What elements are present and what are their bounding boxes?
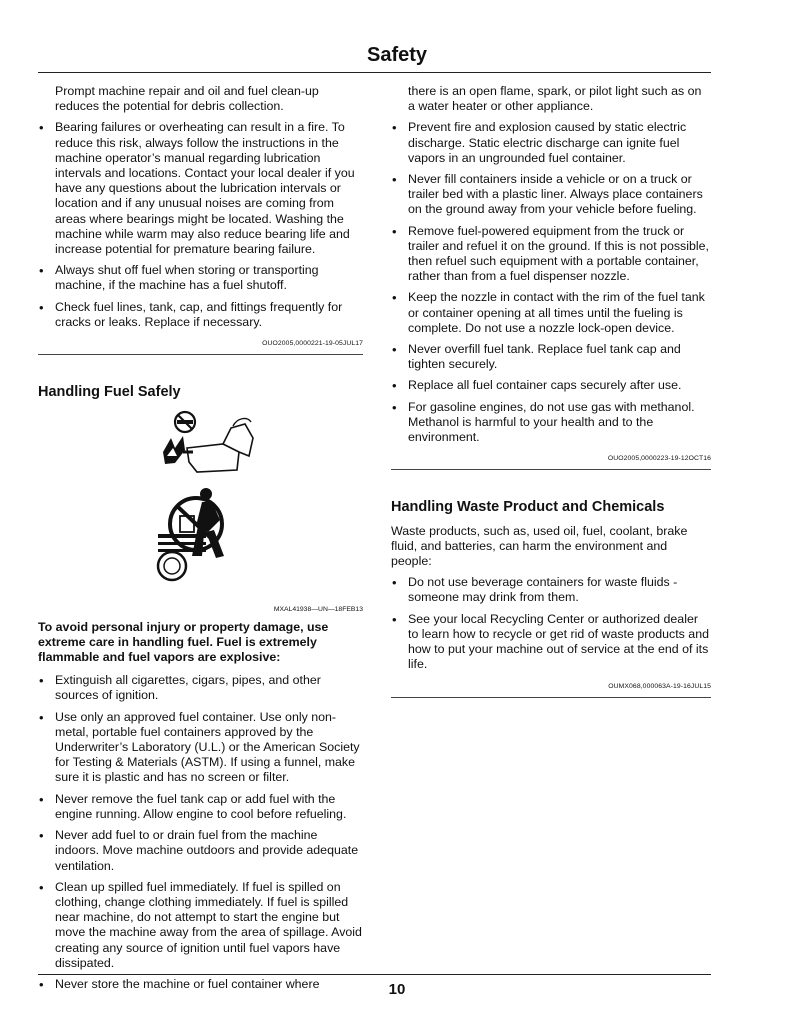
list-item: • Bearing failures or overheating can result in a fire. To reduce this risk, always follow the instructions in the machine operator’s manual regarding lubrication intervals and locations. Contact your local dealer if you have any questions about the lubrication intervals or location and if any unusual noises are coming from areas where bearings might be located. Washing the machine while warm may also reduce bearing life and increase potential for premature bearing failure. <box>39 120 355 257</box>
list-item: • Extinguish all cigarettes, cigars, pipes, and other sources of ignition. <box>39 673 321 703</box>
reference-code: OUO2005,0000223-19-12OCT16 <box>607 455 711 463</box>
list-item: • See your local Recycling Center or authorized dealer to learn how to recycle or get rid of waste products and how to put your machine out of service at the end of its life. <box>392 611 709 672</box>
fuel-safety-figure <box>38 408 363 598</box>
list-item: • Check fuel lines, tank, cap, and fittings frequently for cracks or leaks. Replace if necessary. <box>39 299 343 329</box>
right-bullet-list <box>391 120 711 445</box>
list-item: • Never add fuel to or drain fuel from the machine indoors. Move machine outdoors and provide adequate ventilation. <box>39 828 359 873</box>
list-item: • Never overfill fuel tank. Replace fuel tank cap and tighten securely. <box>392 342 681 372</box>
no-refueling-in-truck-illustration <box>146 486 246 586</box>
fuel-bullet-list <box>38 673 363 992</box>
left-bullet-list <box>38 120 363 330</box>
list-item: • Always shut off fuel when storing or transporting machine, if the machine has a fuel shutoff. <box>39 263 319 293</box>
list-item: • Keep the nozzle in contact with the rim of the fuel tank or container opening at all times until the fueling is complete. Do not use a nozzle lock-open device. <box>392 290 705 335</box>
list-item: • Never remove the fuel tank cap or add fuel with the engine running. Allow engine to cool before refueling. <box>39 791 347 821</box>
list-item: • Never fill containers inside a vehicle or on a truck or trailer bed with a plastic liner. Always place containers on the ground away from your vehicle before fueling. <box>392 172 703 217</box>
list-item: • Remove fuel-powered equipment from the truck or trailer and refuel it on the ground. If this is not possible, then refuel such equipment with a portable container, rather than from a fuel dispenser nozzle. <box>392 223 709 284</box>
waste-bullet-list <box>391 575 711 672</box>
list-item: • Replace all fuel container caps securely after use. <box>392 378 682 394</box>
header-rule <box>38 72 711 73</box>
continuation-paragraph: there is an open flame, spark, or pilot light such as on a water heater or other appliance. <box>408 84 702 114</box>
figure-caption: MXAL41938—UN—18FEB13 <box>273 606 363 614</box>
intro-paragraph: Prompt machine repair and oil and fuel clean-up reduces the potential for debris collection. <box>55 84 319 114</box>
no-smoking-fueling-illustration <box>153 408 263 478</box>
left-column <box>38 84 363 998</box>
section-heading: Handling Waste Product and Chemicals <box>391 499 665 516</box>
reference-code: OUO2005,0000221-19-05JUL17 <box>262 340 363 348</box>
right-column <box>391 84 711 698</box>
list-item: • Do not use beverage containers for waste fluids - someone may drink from them. <box>392 575 678 605</box>
section-heading: Handling Fuel Safely <box>38 384 181 401</box>
waste-intro: Waste products, such as, used oil, fuel, coolant, brake fluid, and batteries, can harm the environment and people: <box>391 523 688 569</box>
page-number: 10 <box>388 981 406 998</box>
list-item: • Never store the machine or fuel container where <box>39 976 320 992</box>
footer-rule <box>38 974 711 975</box>
fuel-warning: To avoid personal injury or property damage, use extreme care in handling fuel. Fuel is extremely flammable and fuel vapors are explosive: <box>38 619 329 665</box>
list-item: • Prevent fire and explosion caused by static electric discharge. Static electric discharge can ignite fuel vapors in an ungrounded fuel container. <box>392 120 687 165</box>
section-divider <box>391 697 711 698</box>
list-item: • Clean up spilled fuel immediately. If fuel is spilled on clothing, change clothing immediately. If fuel is spilled near machine, do not attempt to start the engine but move the machine away from the area of spillage. Avoid creating any source of ignition until fuel vapors have dissipated. <box>39 879 362 970</box>
page-title: Safety <box>366 44 428 66</box>
list-item: • For gasoline engines, do not use gas with methanol. Methanol is harmful to your health and to the environment. <box>392 399 695 445</box>
reference-code: OUMX068,000063A-19-16JUL15 <box>608 682 711 690</box>
list-item: • Use only an approved fuel container. Use only non-metal, portable fuel containers approved by the Underwriter’s Laboratory (U.L.) or the American Society for Testing & Materials (ASTM). If using a funnel, make sure it is plastic and has no screen or filter. <box>39 709 360 785</box>
